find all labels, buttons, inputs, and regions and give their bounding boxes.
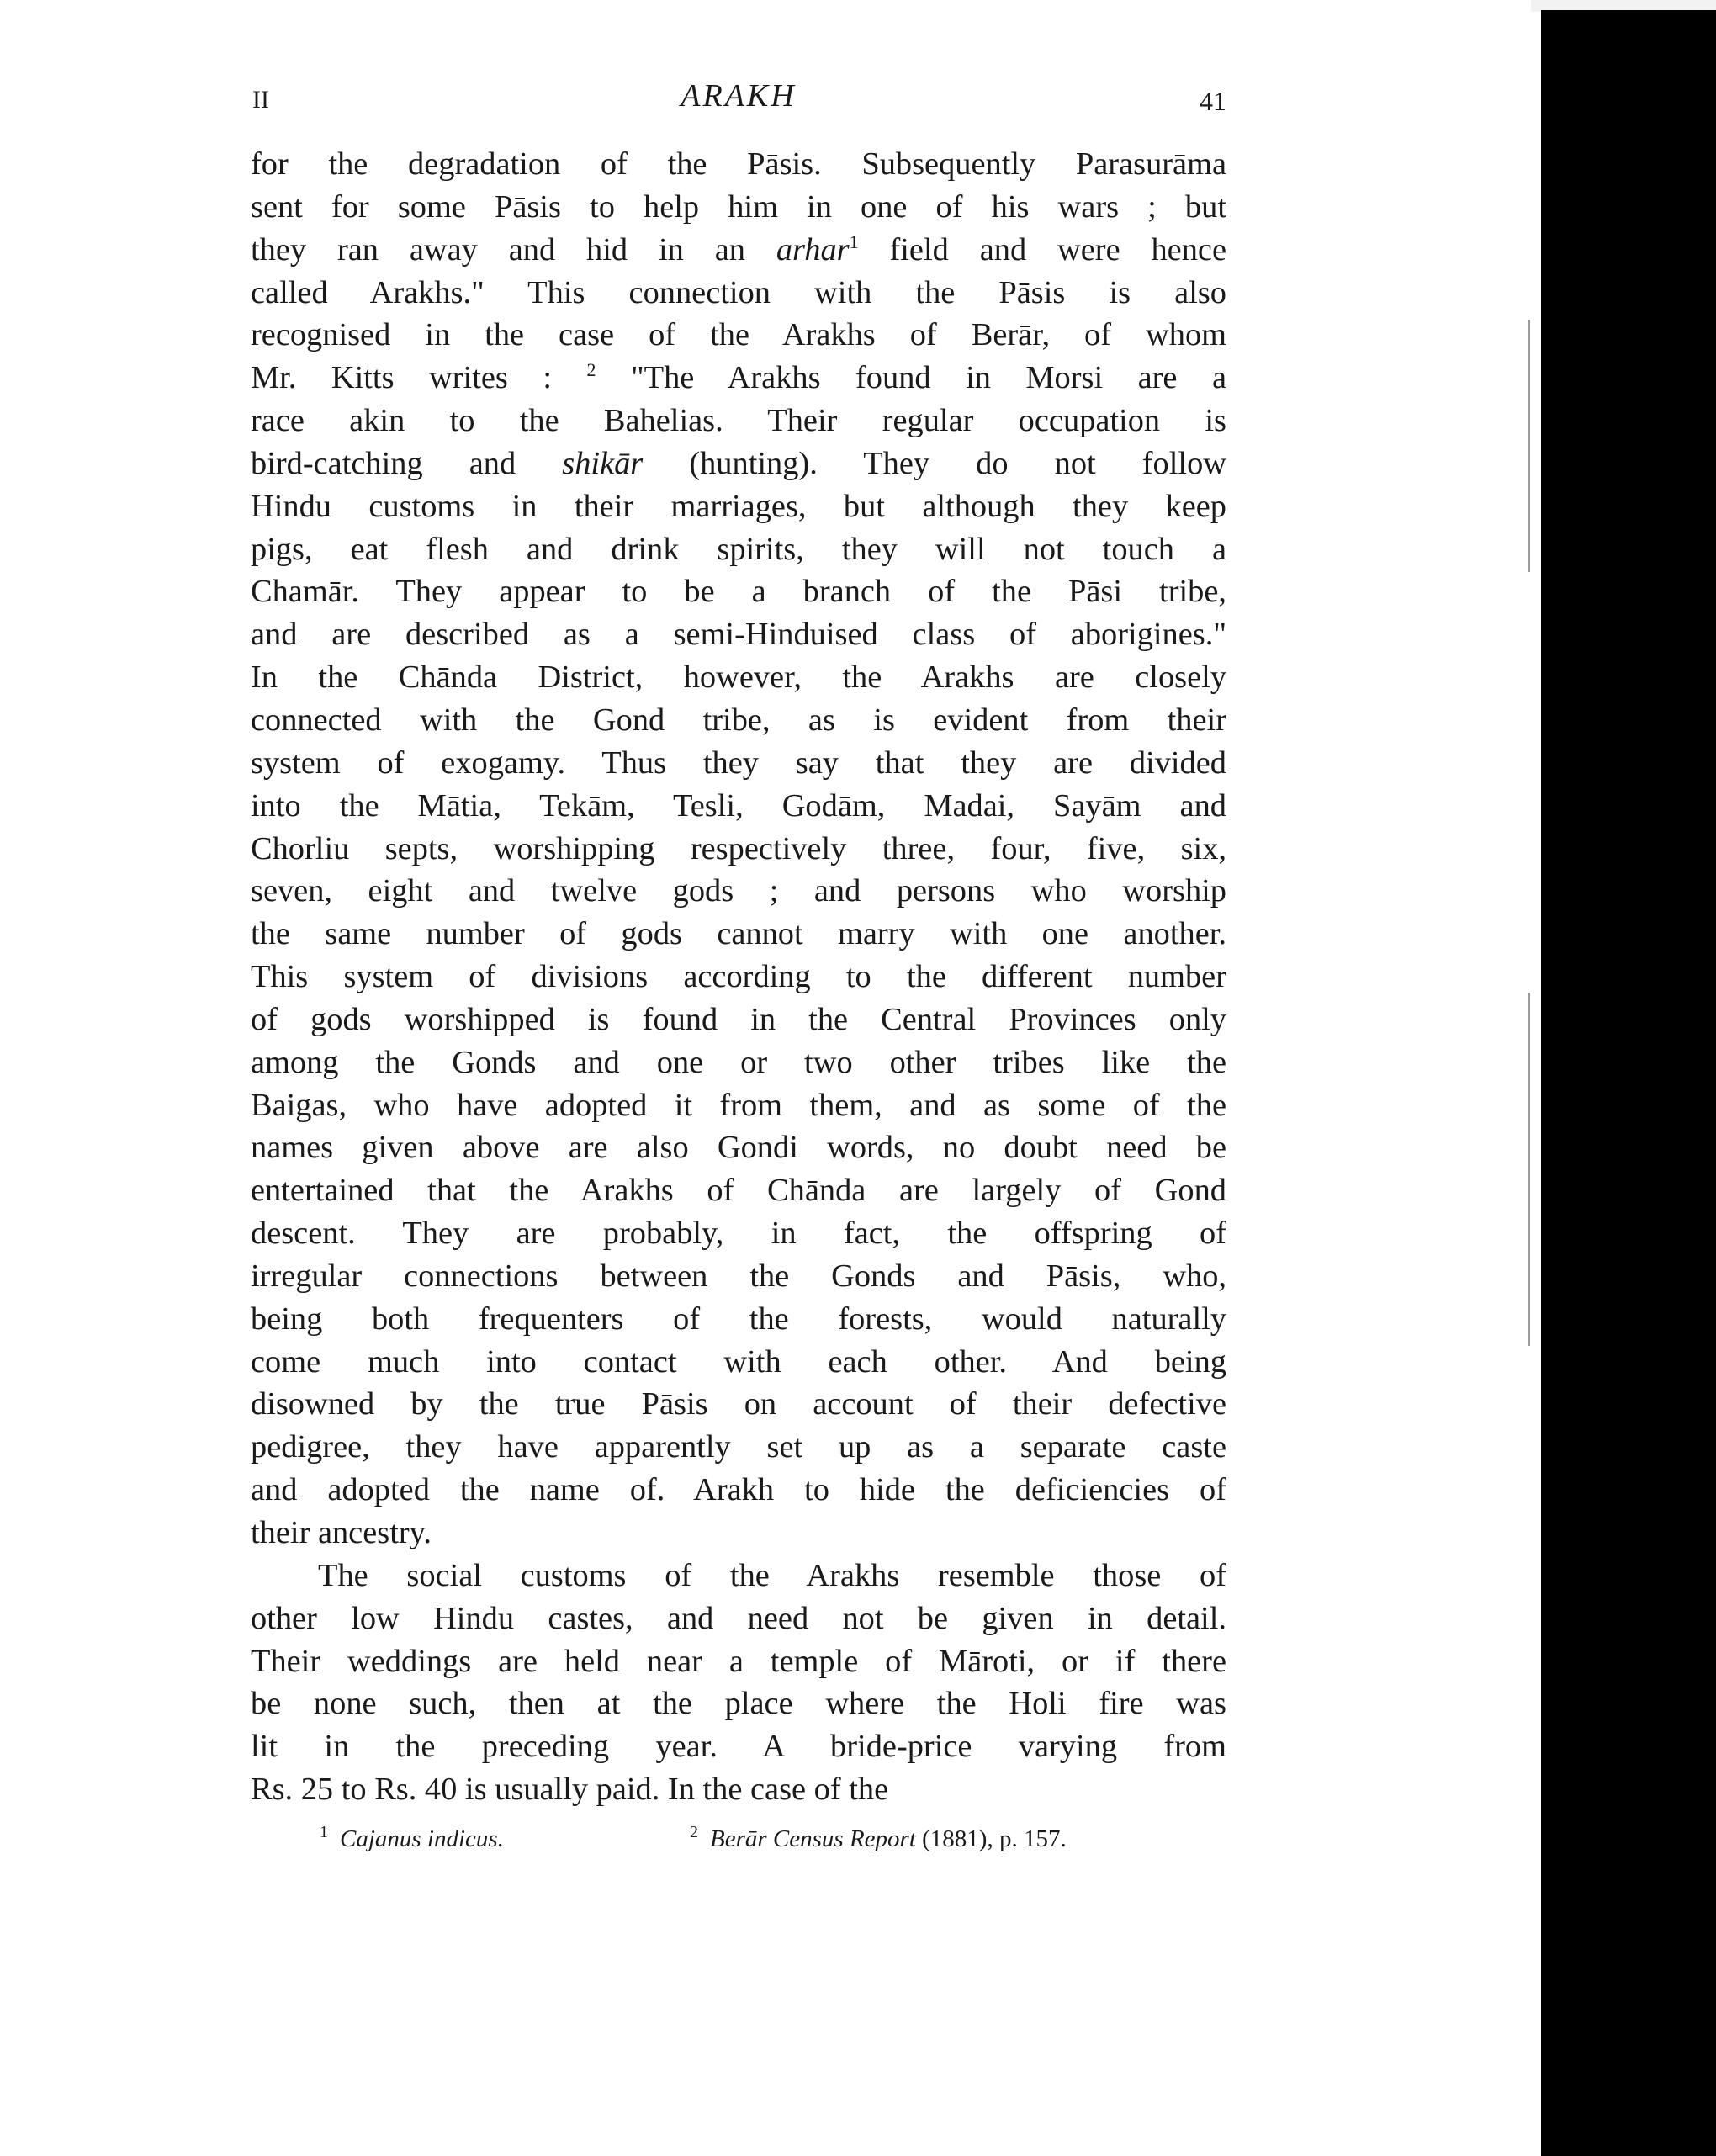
footnote-details: (1881), p. 157. — [915, 1825, 1067, 1852]
text-line: irregular connections between the Gonds and Pāsis, who, — [251, 1258, 1226, 1294]
text-line: Chamār. They appear to be a branch of the Pāsi tribe, — [251, 574, 1226, 610]
text-line: Rs. 25 to Rs. 40 is usually paid. In the case of the — [251, 1772, 889, 1808]
text-line: Mr. Kitts writes : $^2$ "The Arakhs found in Morsi are a — [251, 359, 1226, 396]
text-line: their ancestry. — [251, 1515, 432, 1550]
text-line: pedigree, they have apparently set up as a separate caste — [251, 1429, 1226, 1465]
text-line: This system of divisions according to the different number — [251, 959, 1226, 995]
scan-artifact-line — [1528, 993, 1530, 1346]
text-line: The social customs of the Arakhs resemble those of — [318, 1557, 1226, 1593]
text-line: among the Gonds and one or two other tribes like the — [251, 1044, 1226, 1080]
text-line: Baigas, who have adopted it from them, and as some of the — [251, 1087, 1226, 1123]
text-line: connected with the Gond tribe, as is evident from their — [251, 702, 1226, 738]
footnote-reference: 2 — [586, 359, 596, 381]
footnote-mark: 2 — [690, 1823, 698, 1841]
text-line: and are described as a semi-Hinduised class of aborigines." — [251, 617, 1226, 653]
chapter-number: II — [252, 86, 269, 114]
footnote-citation: Cajanus indicus. — [340, 1825, 504, 1852]
scan-artifact-line — [1528, 320, 1530, 572]
italic-term: arhar — [776, 231, 850, 268]
text-line: they ran away and hid in an arhar$^1$ field and were hence — [251, 230, 1226, 268]
text-line: system of exogamy. Thus they say that they are divided — [251, 744, 1226, 781]
text-line: Their weddings are held near a temple of Māroti, or if there — [251, 1643, 1226, 1679]
text-line: sent for some Pāsis to help him in one of his wars ; but — [251, 188, 1226, 225]
text-line: lit in the preceding year. A bride-price varying from — [251, 1729, 1226, 1765]
text-line: and adopted the name of. Arakh to hide the deficiencies of — [251, 1472, 1226, 1508]
text-line: disowned by the true Pāsis on account of their defective — [251, 1386, 1226, 1422]
text-line: bird-catching and shikār (hunting). They do not follow — [251, 445, 1226, 481]
footnote-citation: Berār Census Report — [710, 1825, 916, 1852]
footnote-reference: 1 — [849, 230, 859, 252]
text-line: entertained that the Arakhs of Chānda are largely of Gond — [251, 1173, 1226, 1209]
text-line: Chorliu septs, worshipping respectively three, four, five, six, — [251, 830, 1226, 866]
footnote — [690, 1823, 1067, 1853]
italic-term: shikār — [562, 445, 644, 481]
text-line: descent. They are probably, in fact, the offspring of — [251, 1216, 1226, 1252]
text-line: names given above are also Gondi words, no doubt need be — [251, 1130, 1226, 1166]
text-line: Hindu customs in their marriages, but although they keep — [251, 488, 1226, 524]
text-line: other low Hindu castes, and need not be given in detail. — [251, 1600, 1226, 1636]
text-line: called Arakhs." This connection with the Pāsis is also — [251, 274, 1226, 310]
text-line: the same number of gods cannot marry with one another. — [251, 916, 1226, 952]
text-line: for the degradation of the Pāsis. Subsequently Parasurāma — [251, 146, 1226, 182]
text-line: into the Mātia, Tekām, Tesli, Godām, Madai, Sayām and — [251, 787, 1226, 824]
text-line: pigs, eat flesh and drink spirits, they will not touch a — [251, 531, 1226, 567]
text-line: recognised in the case of the Arakhs of Berār, of whom — [251, 317, 1226, 353]
body-text — [251, 143, 1226, 1811]
running-header — [251, 77, 1226, 121]
footnote — [320, 1823, 504, 1853]
page-number: 41 — [1200, 86, 1226, 116]
text-line: come much into contact with each other. And being — [251, 1343, 1226, 1380]
text-line: In the Chānda District, however, the Arakhs are closely — [251, 660, 1226, 696]
text-line: seven, eight and twelve gods ; and persons who worship — [251, 873, 1226, 909]
footnote-mark: 1 — [320, 1823, 328, 1841]
text-line: being both frequenters of the forests, would naturally — [251, 1300, 1226, 1337]
text-line: of gods worshipped is found in the Central Provinces only — [251, 1001, 1226, 1037]
scanner-edge — [1541, 10, 1716, 2156]
running-title: ARAKH — [681, 78, 797, 114]
text-line: race akin to the Bahelias. Their regular occupation is — [251, 403, 1226, 439]
text-line: be none such, then at the place where the Holi fire was — [251, 1686, 1226, 1722]
